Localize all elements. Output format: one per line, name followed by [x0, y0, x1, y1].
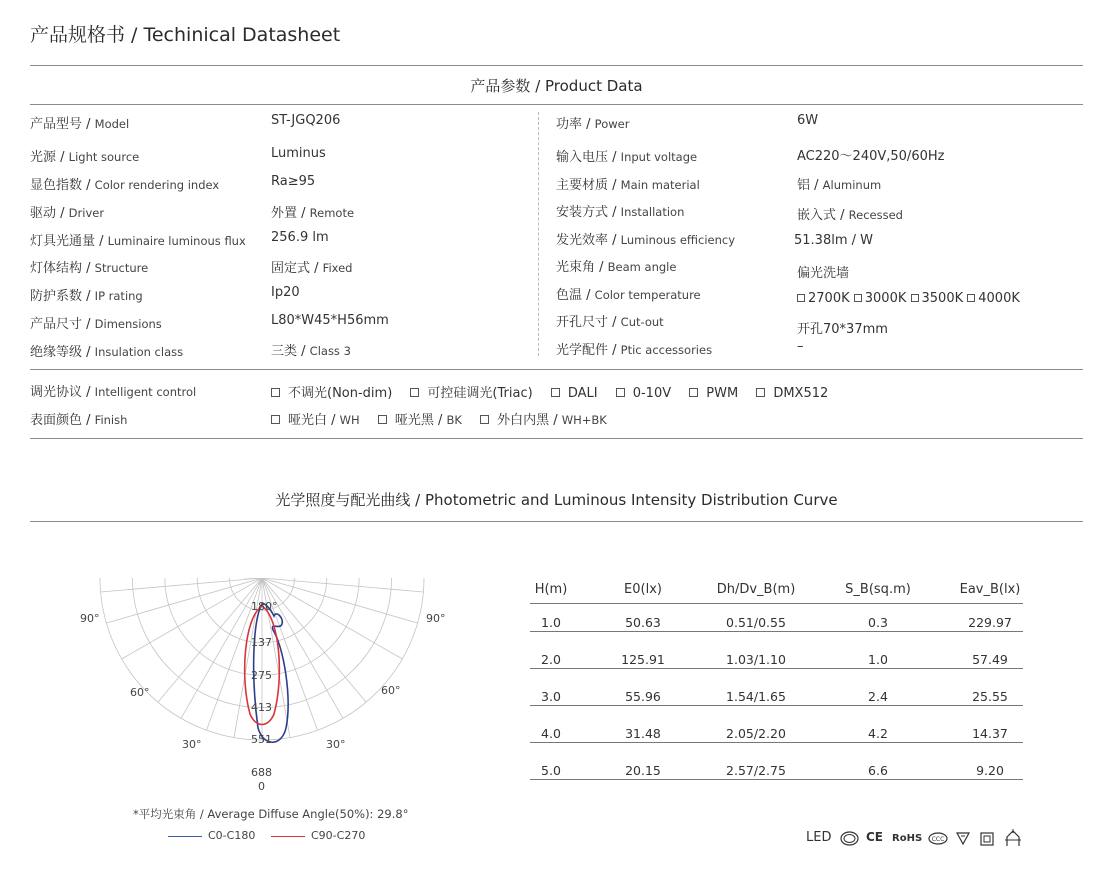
divider	[30, 438, 1083, 439]
table-cell: 4.0	[541, 726, 561, 741]
spec-label-beam-angle: 光束角 / Beam angle	[556, 260, 677, 275]
table-cell: 6.6	[868, 763, 888, 778]
angle-label-30-right: 30°	[326, 738, 346, 751]
spec-label-color-temp: 色温 / Color temperature	[556, 288, 701, 303]
table-header-sb: S_B(sq.m)	[845, 582, 911, 597]
control-label: 调光协议 / Intelligent control	[30, 385, 197, 400]
table-cell: 9.20	[976, 763, 1004, 778]
spec-value-material: 铝 / Aluminum	[797, 178, 882, 193]
control-options	[271, 382, 842, 401]
divider	[30, 369, 1083, 370]
radial-label-137: 137	[251, 636, 272, 649]
spec-label-cutout: 开孔尺寸 / Cut-out	[556, 315, 664, 330]
spec-value-insulation: 三类 / Class 3	[271, 344, 351, 359]
table-rule	[530, 742, 1023, 743]
spec-label-material: 主要材质 / Main material	[556, 178, 700, 193]
table-cell: 1.0	[868, 652, 888, 667]
double-square-icon	[980, 832, 994, 846]
spec-label-power: 功率 / Power	[556, 117, 630, 132]
angle-label-90-right: 90°	[426, 612, 446, 625]
control-option-non-dim[interactable]: 不调光(Non-dim)	[271, 382, 392, 401]
cct-option-2700[interactable]: 2700K	[797, 291, 850, 306]
spec-value-ip: Ip20	[271, 285, 300, 300]
table-cell: 1.54/1.65	[726, 689, 786, 704]
table-cell: 31.48	[625, 726, 661, 741]
table-cell: 2.05/2.20	[726, 726, 786, 741]
finish-option-wh-bk[interactable]: 外白内黑 / WH+BK	[480, 409, 607, 428]
angle-label-90-left: 90°	[80, 612, 100, 625]
spec-label-efficiency: 发光效率 / Luminous efficiency	[556, 233, 736, 248]
spec-value-installation: 嵌入式 / Recessed	[797, 208, 903, 223]
table-cell: 55.96	[625, 689, 661, 704]
table-rule	[530, 779, 1023, 780]
spec-value-dimensions: L80*W45*H56mm	[271, 313, 389, 328]
angle-label-180: 180°	[251, 600, 278, 613]
table-cell: 50.63	[625, 615, 661, 630]
table-cell: 57.49	[972, 652, 1008, 667]
spec-value-structure: 固定式 / Fixed	[271, 261, 353, 276]
table-cell: 25.55	[972, 689, 1008, 704]
table-header-h: H(m)	[534, 582, 568, 597]
spec-value-beam-angle: 偏光洗墙	[797, 266, 850, 281]
spec-label-light-source: 光源 / Light source	[30, 150, 140, 165]
table-cell: 20.15	[625, 763, 661, 778]
product-data-heading: 产品参数 / Product Data	[470, 77, 643, 95]
spec-value-accessories: –	[797, 339, 804, 354]
control-option-pwm[interactable]: PWM	[689, 386, 738, 401]
page-title: 产品规格书 / Techinical Datasheet	[30, 24, 341, 46]
rohs-mark: RoHS	[892, 833, 923, 844]
spec-label-insulation: 绝缘等级 / Insulation class	[30, 345, 184, 360]
spec-value-driver: 外置 / Remote	[271, 206, 355, 221]
spec-value-power: 6W	[797, 113, 819, 128]
ccc-mark-text: CCC	[931, 836, 945, 843]
control-option-dali[interactable]: DALI	[551, 386, 598, 401]
divider	[30, 521, 1083, 522]
spec-label-driver: 驱动 / Driver	[30, 206, 105, 221]
column-divider	[538, 112, 539, 356]
polar-distribution-diagram	[70, 578, 465, 793]
legend-swatch-red	[271, 836, 305, 837]
color-temp-options	[797, 291, 1020, 306]
spec-value-efficiency: 51.38lm / W	[794, 233, 873, 248]
cct-option-3000[interactable]: 3000K	[854, 291, 907, 306]
table-rule	[530, 603, 1023, 604]
radial-label-413: 413	[251, 701, 272, 714]
spec-label-flux: 灯具光通量 / Luminaire luminous flux	[30, 234, 246, 249]
table-cell: 2.4	[868, 689, 888, 704]
table-cell: 4.2	[868, 726, 888, 741]
control-option-dmx512[interactable]: DMX512	[756, 386, 828, 401]
ccc-mark-icon	[928, 832, 948, 845]
table-cell: 0.3	[868, 615, 888, 630]
angle-label-30-left: 30°	[182, 738, 202, 751]
led-mark: LED	[806, 830, 832, 845]
control-option-0-10v[interactable]: 0-10V	[616, 386, 671, 401]
cct-option-4000[interactable]: 4000K	[967, 291, 1020, 306]
finish-label: 表面颜色 / Finish	[30, 413, 128, 428]
angle-label-0: 0	[258, 780, 265, 793]
table-cell: 125.91	[621, 652, 665, 667]
spec-value-model: ST-JGQ206	[271, 113, 341, 128]
beam-angle-note: *平均光束角 / Average Diffuse Angle(50%): 29.8°	[133, 807, 409, 821]
cct-option-3500[interactable]: 3500K	[911, 291, 964, 306]
photometric-heading: 光学照度与配光曲线 / Photometric and Luminous Intensity Distribution Curve	[275, 491, 838, 509]
table-cell: 3.0	[541, 689, 561, 704]
table-rule	[530, 705, 1023, 706]
radial-label-688: 688	[251, 766, 272, 779]
angle-label-60-left: 60°	[130, 686, 150, 699]
legend-c90-c270: C90-C270	[271, 829, 365, 842]
legend-c0-c180: C0-C180	[168, 829, 255, 842]
spec-label-ip: 防护系数 / IP rating	[30, 289, 143, 304]
table-cell: 2.57/2.75	[726, 763, 786, 778]
spec-label-accessories: 光学配件 / Ptic accessories	[556, 343, 713, 358]
table-cell: 229.97	[968, 615, 1012, 630]
table-cell: 2.0	[541, 652, 561, 667]
table-header-dhdv: Dh/Dv_B(m)	[716, 582, 796, 597]
finish-option-bk[interactable]: 哑光黑 / BK	[378, 409, 462, 428]
spec-label-installation: 安装方式 / Installation	[556, 205, 685, 220]
spec-value-light-source: Luminus	[271, 146, 326, 161]
divider	[30, 65, 1083, 66]
spec-label-cri: 显色指数 / Color rendering index	[30, 178, 220, 193]
control-option-triac[interactable]: 可控硅调光(Triac)	[410, 382, 532, 401]
table-cell: 14.37	[972, 726, 1008, 741]
table-cell: 1.03/1.10	[726, 652, 786, 667]
spec-value-cutout: 开孔70*37mm	[797, 322, 888, 337]
radial-label-275: 275	[251, 669, 272, 682]
spec-label-input-voltage: 输入电压 / Input voltage	[556, 150, 698, 165]
divider	[30, 104, 1083, 105]
triangle-f-mark-icon	[956, 832, 970, 845]
table-header-eav: Eav_B(lx)	[959, 582, 1021, 597]
spec-value-input-voltage: AC220～240V,50/60Hz	[797, 149, 945, 164]
legend-swatch-blue	[168, 836, 202, 837]
table-rule	[530, 631, 1023, 632]
spec-value-cri: Ra≥95	[271, 174, 316, 189]
table-rule	[530, 668, 1023, 669]
spec-label-model: 产品型号 / Model	[30, 117, 130, 132]
spec-label-structure: 灯体结构 / Structure	[30, 261, 149, 276]
finish-options	[271, 409, 621, 428]
ccc-circle-icon	[840, 831, 859, 846]
table-cell: 1.0	[541, 615, 561, 630]
spec-value-flux: 256.9 lm	[271, 230, 329, 245]
spec-label-dimensions: 产品尺寸 / Dimensions	[30, 317, 162, 332]
table-cell: 5.0	[541, 763, 561, 778]
ce-mark: CE	[866, 830, 884, 844]
table-cell: 0.51/0.55	[726, 615, 786, 630]
finish-option-wh[interactable]: 哑光白 / WH	[271, 409, 360, 428]
table-header-e0: E0(lx)	[624, 582, 662, 597]
recessed-install-icon	[1004, 829, 1022, 847]
radial-label-551: 551	[251, 733, 272, 746]
angle-label-60-right: 60°	[381, 684, 401, 697]
